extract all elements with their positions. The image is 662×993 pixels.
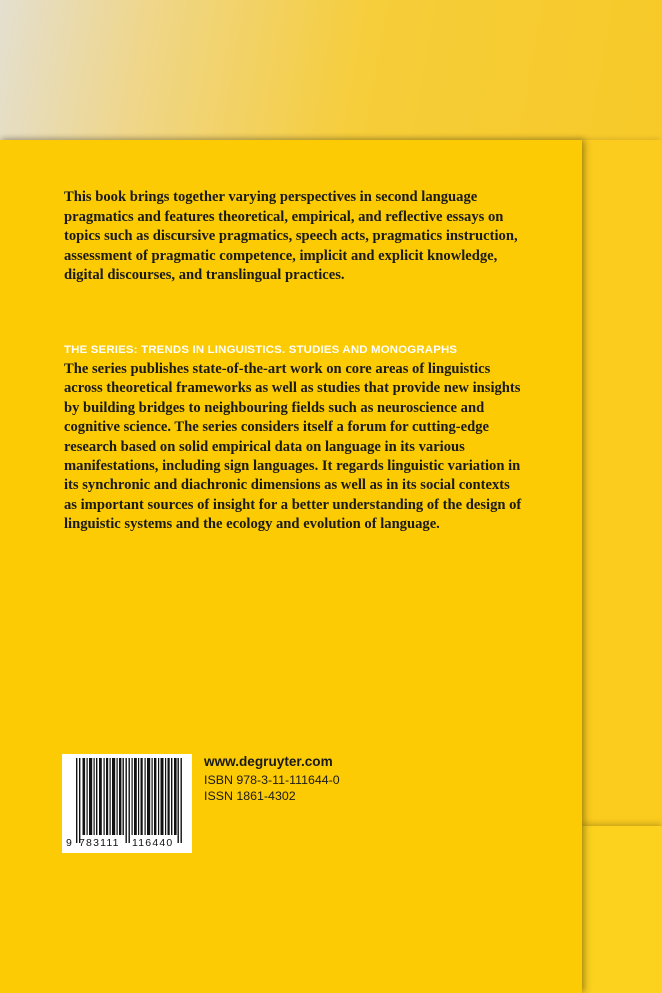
- issn-number: ISSN 1861-4302: [204, 789, 296, 803]
- isbn-number: ISBN 978-3-11-111644-0: [204, 773, 340, 787]
- isbn-barcode: [62, 754, 192, 853]
- back-panel-lower: [582, 826, 662, 993]
- publisher-url: www.degruyter.com: [204, 754, 333, 769]
- series-heading: THE SERIES: TRENDS IN LINGUISTICS. STUDIES AND MONOGRAPHS: [64, 344, 458, 356]
- barcode-group-1: 783111: [79, 837, 120, 849]
- series-description: The series publishes state-of-the-art work on core areas of linguistics across theoretical frameworks as well as studies that provide new insights by building bridges to neighbouring fields such as neuroscience and cognitive science. The series considers itself a forum for cutting-edge research based on solid empirical data on language in its various manifestations, including sign languages. It regards linguistic variation in its synchronic and diachronic dimensions as well as in its social contexts as important sources of insight for a better understanding of the design of linguistic systems and the ecology and evolution of language.: [64, 361, 522, 533]
- barcode-digits: [62, 837, 192, 851]
- book-back-cover: [0, 140, 582, 993]
- publisher-info: [204, 754, 504, 804]
- barcode-first-digit: 9: [66, 837, 72, 849]
- book-blurb: This book brings together varying perspectives in second language pragmatics and features theoretical, empirical, and reflective essays on topics such as discursive pragmatics, speech acts, pragmatics instruction, assessment of pragmatic competence, implicit and explicit knowledge, digital discourses, and translingual practices.: [64, 189, 518, 284]
- barcode-group-2: 116440: [132, 837, 174, 849]
